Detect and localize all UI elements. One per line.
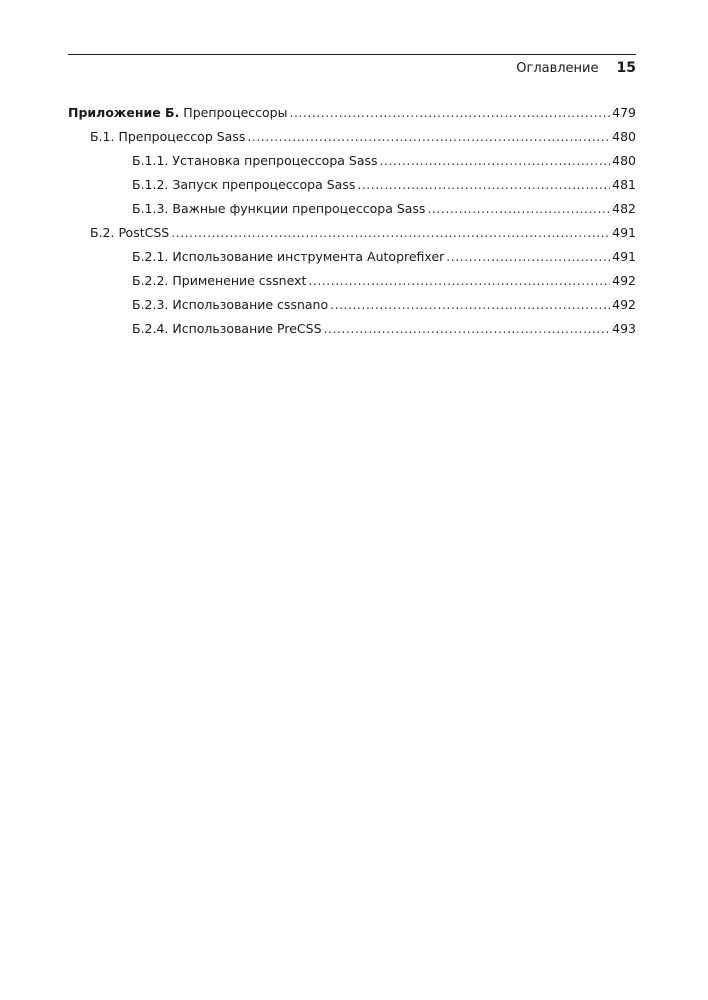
toc-entry-page: 491 xyxy=(612,225,636,240)
running-head-section: Оглавление xyxy=(516,61,599,76)
dot-leader xyxy=(446,245,610,269)
toc-entry-title: Б.2.2. Применение cssnext xyxy=(132,273,307,288)
toc-entry-page: 479 xyxy=(612,105,636,120)
table-of-contents xyxy=(68,101,636,341)
toc-entry-title: Б.2. PostCSS xyxy=(90,225,170,240)
toc-entry-title: Б.1. Препроцессор Sass xyxy=(90,129,246,144)
toc-entry-page: 492 xyxy=(612,297,636,312)
dot-leader xyxy=(357,173,610,197)
toc-entry-b1-2[interactable] xyxy=(68,173,636,197)
toc-entry-title: Б.1.1. Установка препроцессора Sass xyxy=(132,153,378,168)
page-number: 15 xyxy=(616,60,636,76)
running-head xyxy=(516,60,636,76)
toc-entry-title xyxy=(68,101,287,125)
toc-entry-page: 480 xyxy=(612,129,636,144)
toc-entry-title: Б.1.3. Важные функции препроцессора Sass xyxy=(132,201,426,216)
toc-entry-title: Б.2.1. Использование инструмента Autoprefixer xyxy=(132,249,445,264)
toc-entry-b2-1[interactable] xyxy=(68,245,636,269)
toc-entry-title: Б.2.3. Использование cssnano xyxy=(132,297,329,312)
toc-entry-appendix-b[interactable] xyxy=(68,101,636,125)
toc-entry-b1[interactable] xyxy=(68,125,636,149)
toc-entry-b2-4[interactable] xyxy=(68,317,636,341)
toc-entry-page: 492 xyxy=(612,273,636,288)
toc-entry-b1-3[interactable] xyxy=(68,197,636,221)
toc-entry-b1-1[interactable] xyxy=(68,149,636,173)
dot-leader xyxy=(289,101,610,125)
dot-leader xyxy=(308,269,610,293)
toc-entry-page: 491 xyxy=(612,249,636,264)
toc-entry-page: 482 xyxy=(612,201,636,216)
toc-entry-title: Б.2.4. Использование PreCSS xyxy=(132,321,322,336)
toc-entry-b2-2[interactable] xyxy=(68,269,636,293)
dot-leader xyxy=(171,221,610,245)
dot-leader xyxy=(330,293,610,317)
dot-leader xyxy=(427,197,610,221)
toc-entry-title-text: Препроцессоры xyxy=(179,105,288,120)
toc-entry-title: Б.1.2. Запуск препроцессора Sass xyxy=(132,177,356,192)
toc-entry-page: 480 xyxy=(612,153,636,168)
toc-entry-page: 481 xyxy=(612,177,636,192)
toc-entry-b2-3[interactable] xyxy=(68,293,636,317)
header-rule xyxy=(68,54,636,55)
dot-leader xyxy=(324,317,611,341)
toc-entry-page: 493 xyxy=(612,321,636,336)
toc-entry-b2[interactable] xyxy=(68,221,636,245)
dot-leader xyxy=(247,125,610,149)
dot-leader xyxy=(380,149,611,173)
toc-entry-prefix: Приложение Б. xyxy=(68,105,180,120)
